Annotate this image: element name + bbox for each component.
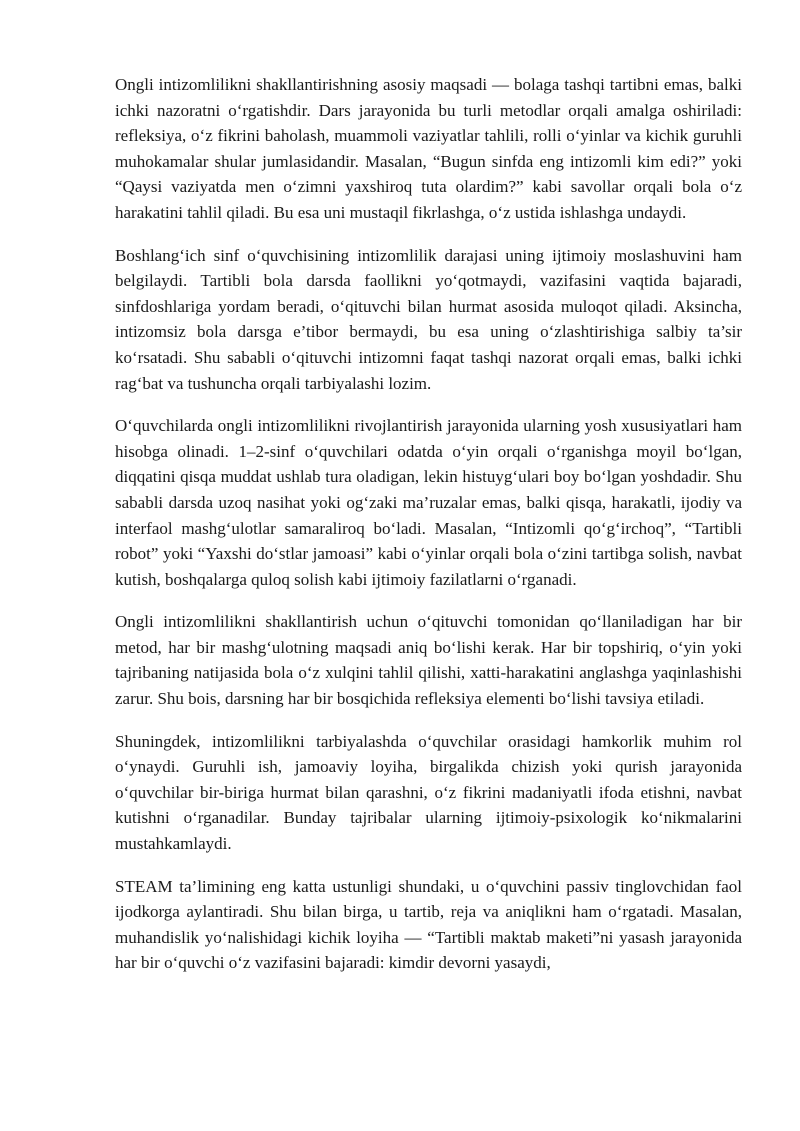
paragraph-1: Ongli intizomlilikni shakllantirishning asosiy maqsadi — bolaga tashqi tartibni emas, balki ichki nazoratni o‘rgatishdir. Dars jarayonida bu turli metodlar orqali amalga oshiriladi: refleksiya, o‘z fikrini baholash, muammoli vaziyatlar tahlili, rolli o‘yinlar va kichik guruhli muhokamalar shular jumlasidandir. Masalan, “Bugun sinfda eng intizomli kim edi?” yoki “Qaysi vaziyatda men o‘zimni yaxshiroq tuta olardim?” kabi savollar orqali bola o‘z harakatini tahlil qiladi. Bu esa uni mustaqil fikrlashga, o‘z ustida ishlashga undaydi. [115, 75, 742, 222]
paragraph-6: STEAM ta’limining eng katta ustunligi shundaki, u o‘quvchini passiv tinglovchidan faol ijodkorga aylantiradi. Shu bilan birga, u tartib, reja va aniqlikni ham o‘rgatadi. Masalan, muhandislik yo‘nalishidagi kichik loyiha — “Tartibli maktab maketi”ni yasash jarayonida har bir o‘quvchi o‘z vazifasini bajaradi: kimdir devorni yasaydi, [115, 876, 742, 973]
paragraph-3: O‘quvchilarda ongli intizomlilikni rivojlantirish jarayonida ularning yosh xususiyatlari ham hisobga olinadi. 1–2-sinf o‘quvchilari odatda o‘yin orqali o‘rganishga moyil bo‘lgan, diqqatini qisqa muddat ushlab tura oladigan, lekin histuyg‘ulari boy bo‘lgan yoshdadir. Shu sababli darsda uzoq nasihat yoki og‘zaki ma’ruzalar emas, balki qisqa, harakatli, ijodiy va interfaol mashg‘ulotlar samaraliroq bo‘ladi. Masalan, “Intizomli qo‘g‘irchoq”, “Tartibli robot” yoki “Yaxshi do‘stlar jamoasi” kabi o‘yinlar orqali bola o‘zini tartibga solish, navbat kutish, boshqalarga quloq solish kabi ijtimoiy fazilatlarni o‘rganadi. [115, 416, 742, 589]
paragraph-2: Boshlang‘ich sinf o‘quvchisining intizomlilik darajasi uning ijtimoiy moslashuvini ham belgilaydi. Tartibli bola darsda faollikni yo‘qotmaydi, vazifasini vaqtida bajaradi, sinfdoshlariga yordam beradi, o‘qituvchi bilan hurmat asosida muloqot qiladi. Aksincha, intizomsiz bola darsga e’tibor bermaydi, bu esa uning o‘zlashtirishiga salbiy ta’sir ko‘rsatadi. Shu sababli o‘qituvchi intizomni faqat tashqi nazorat orqali emas, balki ichki rag‘bat va tushuncha orqali tarbiyalashi lozim. [115, 245, 742, 393]
document-page [115, 72, 742, 993]
paragraph-5: Shuningdek, intizomlilikni tarbiyalashda o‘quvchilar orasidagi hamkorlik muhim rol o‘ynaydi. Guruhli ish, jamoaviy loyiha, birgalikda chizish yoki qurish jarayonida o‘quvchilar bir-biriga hurmat bilan qarashni, o‘z fikrini madaniyatli ifoda etishni, navbat kutishni o‘rganadilar. Bunday tajribalar ularning ijtimoiy-psixologik ko‘nikmalarini mustahkamlaydi. [115, 731, 742, 854]
paragraph-4: Ongli intizomlilikni shakllantirish uchun o‘qituvchi tomonidan qo‘llaniladigan har bir metod, har bir mashg‘ulotning maqsadi aniq bo‘lishi kerak. Har bir topshiriq, o‘yin yoki tajribaning natijasida bola o‘z xulqini tahlil qilishi, xatti-harakatini anglashga yaqinlashishi zarur. Shu bois, darsning har bir bosqichida refleksiya elementi bo‘lishi tavsiya etiladi. [115, 612, 742, 709]
